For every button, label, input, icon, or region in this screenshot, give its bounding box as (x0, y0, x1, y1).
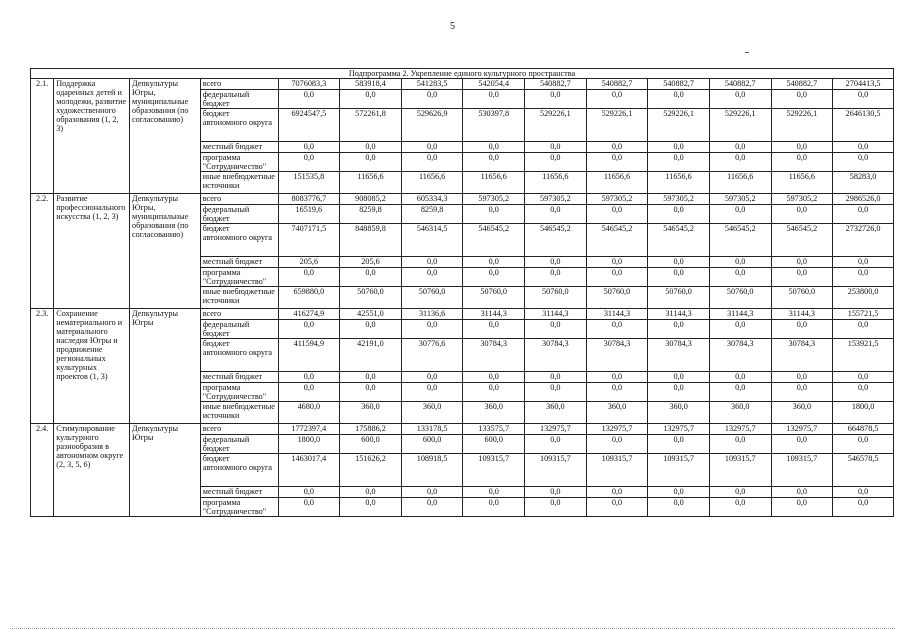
amount-cell: 30784,3 (525, 339, 587, 372)
funding-source: иные внебюджетные источники (200, 172, 278, 194)
amount-cell: 0,0 (278, 383, 340, 402)
amount-cell: 542054,4 (463, 79, 525, 90)
amount-cell: 605334,3 (401, 194, 463, 205)
amount-cell: 8259,8 (340, 205, 402, 224)
amount-cell: 30784,3 (586, 339, 648, 372)
amount-cell: 908085,2 (340, 194, 402, 205)
amount-cell: 848859,8 (340, 224, 402, 257)
amount-cell: 583918,4 (340, 79, 402, 90)
amount-cell: 109315,7 (771, 454, 833, 487)
amount-cell: 0,0 (463, 205, 525, 224)
amount-cell: 2732726,0 (833, 224, 894, 257)
amount-cell: 546545,2 (463, 224, 525, 257)
amount-cell: 0,0 (525, 90, 587, 109)
amount-cell: 0,0 (648, 142, 710, 153)
scan-artifact-line (10, 628, 895, 629)
amount-cell: 0,0 (833, 435, 894, 454)
funding-source: программа "Сотрудничество" (200, 383, 278, 402)
amount-cell: 529226,1 (525, 109, 587, 142)
amount-cell: 0,0 (833, 268, 894, 287)
amount-cell: 50760,0 (709, 287, 771, 309)
amount-cell: 0,0 (648, 257, 710, 268)
amount-cell: 0,0 (401, 257, 463, 268)
amount-cell: 546545,2 (525, 224, 587, 257)
amount-cell: 0,0 (586, 320, 648, 339)
funding-source: программа "Сотрудничество" (200, 498, 278, 517)
amount-cell: 0,0 (463, 487, 525, 498)
amount-cell: 0,0 (463, 257, 525, 268)
amount-cell: 0,0 (771, 383, 833, 402)
amount-cell: 0,0 (648, 372, 710, 383)
executor: Депкультуры Югры (130, 309, 201, 424)
funding-source: местный бюджет (200, 372, 278, 383)
amount-cell: 597305,2 (525, 194, 587, 205)
amount-cell: 50760,0 (771, 287, 833, 309)
amount-cell: 4680,0 (278, 402, 340, 424)
amount-cell: 11656,6 (340, 172, 402, 194)
amount-cell: 0,0 (648, 435, 710, 454)
amount-cell: 0,0 (709, 90, 771, 109)
amount-cell: 0,0 (463, 320, 525, 339)
page-number: 5 (450, 21, 455, 32)
amount-cell: 0,0 (771, 320, 833, 339)
amount-cell: 7407171,5 (278, 224, 340, 257)
amount-cell: 50760,0 (463, 287, 525, 309)
amount-cell: 0,0 (525, 487, 587, 498)
amount-cell: 0,0 (709, 487, 771, 498)
row-index: 2.4. (31, 424, 54, 517)
amount-cell: 205,6 (278, 257, 340, 268)
amount-cell: 132975,7 (648, 424, 710, 435)
amount-cell: 0,0 (278, 153, 340, 172)
amount-cell: 0,0 (525, 320, 587, 339)
amount-cell: 109315,7 (648, 454, 710, 487)
funding-source: местный бюджет (200, 257, 278, 268)
amount-cell: 0,0 (525, 142, 587, 153)
amount-cell: 540882,7 (709, 79, 771, 90)
amount-cell: 6924547,5 (278, 109, 340, 142)
amount-cell: 0,0 (648, 268, 710, 287)
amount-cell: 360,0 (525, 402, 587, 424)
amount-cell: 0,0 (340, 498, 402, 517)
amount-cell: 546545,2 (586, 224, 648, 257)
amount-cell: 2704413,5 (833, 79, 894, 90)
amount-cell: 0,0 (463, 268, 525, 287)
amount-cell: 530397,8 (463, 109, 525, 142)
amount-cell: 109315,7 (525, 454, 587, 487)
amount-cell: 0,0 (340, 153, 402, 172)
amount-cell: 0,0 (648, 498, 710, 517)
amount-cell: 0,0 (709, 320, 771, 339)
amount-cell: 30784,3 (771, 339, 833, 372)
amount-cell: 0,0 (648, 153, 710, 172)
amount-cell: 0,0 (401, 383, 463, 402)
amount-cell: 0,0 (586, 257, 648, 268)
funding-source: бюджет автономного округа (200, 339, 278, 372)
amount-cell: 546545,2 (771, 224, 833, 257)
amount-cell: 58283,0 (833, 172, 894, 194)
amount-cell: 1800,0 (278, 435, 340, 454)
amount-cell: 0,0 (525, 153, 587, 172)
amount-cell: 153921,5 (833, 339, 894, 372)
amount-cell: 0,0 (709, 383, 771, 402)
amount-cell: 0,0 (648, 487, 710, 498)
amount-cell: 0,0 (833, 487, 894, 498)
amount-cell: 0,0 (833, 257, 894, 268)
amount-cell: 31144,3 (709, 309, 771, 320)
amount-cell: 540882,7 (771, 79, 833, 90)
funding-source: бюджет автономного округа (200, 224, 278, 257)
executor: Депкультуры Югры (130, 424, 201, 517)
amount-cell: 0,0 (586, 487, 648, 498)
amount-cell: 360,0 (586, 402, 648, 424)
executor: Депкультуры Югры, муниципальные образования (по согласованию) (130, 194, 201, 309)
amount-cell: 0,0 (525, 498, 587, 517)
amount-cell: 597305,2 (463, 194, 525, 205)
amount-cell: 0,0 (278, 142, 340, 153)
amount-cell: 600,0 (401, 435, 463, 454)
funding-source: всего (200, 309, 278, 320)
amount-cell: 0,0 (340, 142, 402, 153)
amount-cell: 0,0 (340, 268, 402, 287)
amount-cell: 175886,2 (340, 424, 402, 435)
amount-cell: 0,0 (771, 372, 833, 383)
amount-cell: 0,0 (833, 90, 894, 109)
table-row (31, 309, 894, 320)
funding-source: иные внебюджетные источники (200, 287, 278, 309)
amount-cell: 0,0 (833, 383, 894, 402)
amount-cell: 0,0 (771, 487, 833, 498)
amount-cell: 0,0 (709, 257, 771, 268)
measure-name: Сохранение нематериального и материального наследия Югры и продвижение региональных культурных проектов (1, 3) (54, 309, 130, 424)
amount-cell: 0,0 (833, 142, 894, 153)
amount-cell: 659880,0 (278, 287, 340, 309)
amount-cell: 0,0 (401, 142, 463, 153)
amount-cell: 0,0 (709, 153, 771, 172)
amount-cell: 0,0 (278, 498, 340, 517)
amount-cell: 0,0 (401, 268, 463, 287)
amount-cell: 0,0 (771, 142, 833, 153)
amount-cell: 0,0 (586, 498, 648, 517)
amount-cell: 31144,3 (525, 309, 587, 320)
amount-cell: 360,0 (709, 402, 771, 424)
amount-cell: 0,0 (340, 320, 402, 339)
amount-cell: 0,0 (771, 268, 833, 287)
amount-cell: 133575,7 (463, 424, 525, 435)
amount-cell: 0,0 (525, 257, 587, 268)
funding-source: программа "Сотрудничество" (200, 153, 278, 172)
amount-cell: 0,0 (586, 372, 648, 383)
amount-cell: 0,0 (586, 205, 648, 224)
amount-cell: 133178,5 (401, 424, 463, 435)
amount-cell: 30776,6 (401, 339, 463, 372)
amount-cell: 0,0 (340, 487, 402, 498)
amount-cell: 0,0 (340, 90, 402, 109)
amount-cell: 0,0 (648, 90, 710, 109)
amount-cell: 205,6 (340, 257, 402, 268)
amount-cell: 0,0 (709, 142, 771, 153)
amount-cell: 0,0 (401, 153, 463, 172)
amount-cell: 31144,3 (463, 309, 525, 320)
funding-source: федеральный бюджет (200, 320, 278, 339)
amount-cell: 0,0 (401, 487, 463, 498)
amount-cell: 572261,8 (340, 109, 402, 142)
amount-cell: 0,0 (525, 372, 587, 383)
amount-cell: 11656,6 (525, 172, 587, 194)
amount-cell: 0,0 (278, 268, 340, 287)
table-row (31, 79, 894, 90)
amount-cell: 411594,9 (278, 339, 340, 372)
table-row (31, 194, 894, 205)
funding-source: федеральный бюджет (200, 435, 278, 454)
amount-cell: 1463017,4 (278, 454, 340, 487)
amount-cell: 529226,1 (648, 109, 710, 142)
amount-cell: 0,0 (833, 320, 894, 339)
amount-cell: 0,0 (463, 90, 525, 109)
funding-source: местный бюджет (200, 142, 278, 153)
amount-cell: 11656,6 (586, 172, 648, 194)
amount-cell: 664878,5 (833, 424, 894, 435)
amount-cell: 0,0 (586, 435, 648, 454)
amount-cell: 132975,7 (586, 424, 648, 435)
amount-cell: 2646130,5 (833, 109, 894, 142)
amount-cell: 0,0 (709, 435, 771, 454)
amount-cell: 0,0 (525, 383, 587, 402)
executor: Депкультуры Югры, муниципальные образования (по согласованию) (130, 79, 201, 194)
amount-cell: 0,0 (833, 205, 894, 224)
funding-source: всего (200, 194, 278, 205)
funding-source: бюджет автономного округа (200, 454, 278, 487)
amount-cell: 11656,6 (463, 172, 525, 194)
amount-cell: 0,0 (463, 498, 525, 517)
amount-cell: 11656,6 (771, 172, 833, 194)
measure-name: Стимулирование культурного разнообразия в автономном округе (2, 3, 5, 6) (54, 424, 130, 517)
amount-cell: 108918,5 (401, 454, 463, 487)
table-row (31, 424, 894, 435)
amount-cell: 416274,9 (278, 309, 340, 320)
amount-cell: 529226,1 (709, 109, 771, 142)
amount-cell: 0,0 (463, 372, 525, 383)
amount-cell: 42191,0 (340, 339, 402, 372)
amount-cell: 42551,0 (340, 309, 402, 320)
amount-cell: 0,0 (771, 257, 833, 268)
amount-cell: 0,0 (278, 90, 340, 109)
amount-cell: 597305,2 (709, 194, 771, 205)
amount-cell: 109315,7 (463, 454, 525, 487)
amount-cell: 360,0 (648, 402, 710, 424)
amount-cell: 1800,0 (833, 402, 894, 424)
amount-cell: 151535,8 (278, 172, 340, 194)
amount-cell: 0,0 (525, 435, 587, 454)
amount-cell: 31136,6 (401, 309, 463, 320)
amount-cell: 31144,3 (771, 309, 833, 320)
subprogram-title: Подпрограмма 2. Укрепление единого культурного пространства (31, 69, 894, 79)
amount-cell: 540882,7 (586, 79, 648, 90)
amount-cell: 0,0 (401, 372, 463, 383)
amount-cell: 50760,0 (586, 287, 648, 309)
amount-cell: 50760,0 (340, 287, 402, 309)
amount-cell: 360,0 (340, 402, 402, 424)
amount-cell: 600,0 (463, 435, 525, 454)
amount-cell: 30784,3 (709, 339, 771, 372)
funding-source: бюджет автономного округа (200, 109, 278, 142)
amount-cell: 0,0 (401, 320, 463, 339)
amount-cell: 31144,3 (648, 309, 710, 320)
funding-source: программа "Сотрудничество" (200, 268, 278, 287)
amount-cell: 11656,6 (648, 172, 710, 194)
amount-cell: 11656,6 (401, 172, 463, 194)
amount-cell: 132975,7 (771, 424, 833, 435)
amount-cell: 541283,5 (401, 79, 463, 90)
amount-cell: 7076083,3 (278, 79, 340, 90)
amount-cell: 30784,3 (648, 339, 710, 372)
amount-cell: 0,0 (278, 372, 340, 383)
amount-cell: 540882,7 (525, 79, 587, 90)
amount-cell: 0,0 (586, 90, 648, 109)
amount-cell: 0,0 (771, 153, 833, 172)
amount-cell: 0,0 (278, 320, 340, 339)
amount-cell: 16519,6 (278, 205, 340, 224)
amount-cell: 597305,2 (586, 194, 648, 205)
amount-cell: 1772397,4 (278, 424, 340, 435)
amount-cell: 546545,2 (648, 224, 710, 257)
amount-cell: 360,0 (771, 402, 833, 424)
amount-cell: 540882,7 (648, 79, 710, 90)
amount-cell: 0,0 (771, 90, 833, 109)
amount-cell: 0,0 (525, 268, 587, 287)
amount-cell: 0,0 (278, 487, 340, 498)
amount-cell: 132975,7 (709, 424, 771, 435)
amount-cell: 151626,2 (340, 454, 402, 487)
row-index: 2.1. (31, 79, 54, 194)
amount-cell: 529626,9 (401, 109, 463, 142)
amount-cell: 0,0 (648, 383, 710, 402)
amount-cell: 0,0 (586, 153, 648, 172)
amount-cell: 0,0 (771, 205, 833, 224)
row-index: 2.2. (31, 194, 54, 309)
amount-cell: 0,0 (463, 383, 525, 402)
measure-name: Поддержка одаренных детей и молодежи, развитие художественного образования (1, 2, 3) (54, 79, 130, 194)
amount-cell: 0,0 (340, 383, 402, 402)
amount-cell: 0,0 (833, 498, 894, 517)
amount-cell: 0,0 (709, 268, 771, 287)
amount-cell: 0,0 (709, 205, 771, 224)
amount-cell: 0,0 (833, 153, 894, 172)
amount-cell: 50760,0 (648, 287, 710, 309)
amount-cell: 50760,0 (525, 287, 587, 309)
amount-cell: 0,0 (463, 153, 525, 172)
amount-cell: 0,0 (771, 498, 833, 517)
amount-cell: 0,0 (586, 142, 648, 153)
amount-cell: 0,0 (648, 320, 710, 339)
amount-cell: 0,0 (340, 372, 402, 383)
amount-cell: 360,0 (463, 402, 525, 424)
amount-cell: 155721,5 (833, 309, 894, 320)
amount-cell: 597305,2 (771, 194, 833, 205)
amount-cell: 132975,7 (525, 424, 587, 435)
amount-cell: 50760,0 (401, 287, 463, 309)
amount-cell: 2986526,0 (833, 194, 894, 205)
amount-cell: 0,0 (401, 498, 463, 517)
amount-cell: 0,0 (401, 90, 463, 109)
funding-source: федеральный бюджет (200, 90, 278, 109)
amount-cell: 546578,5 (833, 454, 894, 487)
amount-cell: 0,0 (648, 205, 710, 224)
funding-source: иные внебюджетные источники (200, 402, 278, 424)
subprogram-title-row (31, 69, 894, 79)
amount-cell: 529226,1 (586, 109, 648, 142)
amount-cell: 11656,6 (709, 172, 771, 194)
amount-cell: 30784,3 (463, 339, 525, 372)
amount-cell: 8259,8 (401, 205, 463, 224)
amount-cell: 0,0 (586, 268, 648, 287)
budget-table (30, 68, 894, 517)
amount-cell: 0,0 (586, 383, 648, 402)
funding-source: федеральный бюджет (200, 205, 278, 224)
amount-cell: 0,0 (833, 372, 894, 383)
amount-cell: 0,0 (525, 205, 587, 224)
amount-cell: 109315,7 (586, 454, 648, 487)
scan-mark (745, 52, 749, 53)
amount-cell: 600,0 (340, 435, 402, 454)
amount-cell: 597305,2 (648, 194, 710, 205)
funding-source: местный бюджет (200, 487, 278, 498)
amount-cell: 8083776,7 (278, 194, 340, 205)
amount-cell: 31144,3 (586, 309, 648, 320)
funding-source: всего (200, 424, 278, 435)
row-index: 2.3. (31, 309, 54, 424)
amount-cell: 529226,1 (771, 109, 833, 142)
funding-source: всего (200, 79, 278, 90)
amount-cell: 546545,2 (709, 224, 771, 257)
amount-cell: 0,0 (771, 435, 833, 454)
amount-cell: 0,0 (709, 372, 771, 383)
amount-cell: 0,0 (709, 498, 771, 517)
amount-cell: 0,0 (463, 142, 525, 153)
amount-cell: 546314,5 (401, 224, 463, 257)
amount-cell: 253800,0 (833, 287, 894, 309)
measure-name: Развитие профессионального искусства (1, 2, 3) (54, 194, 130, 309)
amount-cell: 109315,7 (709, 454, 771, 487)
amount-cell: 360,0 (401, 402, 463, 424)
